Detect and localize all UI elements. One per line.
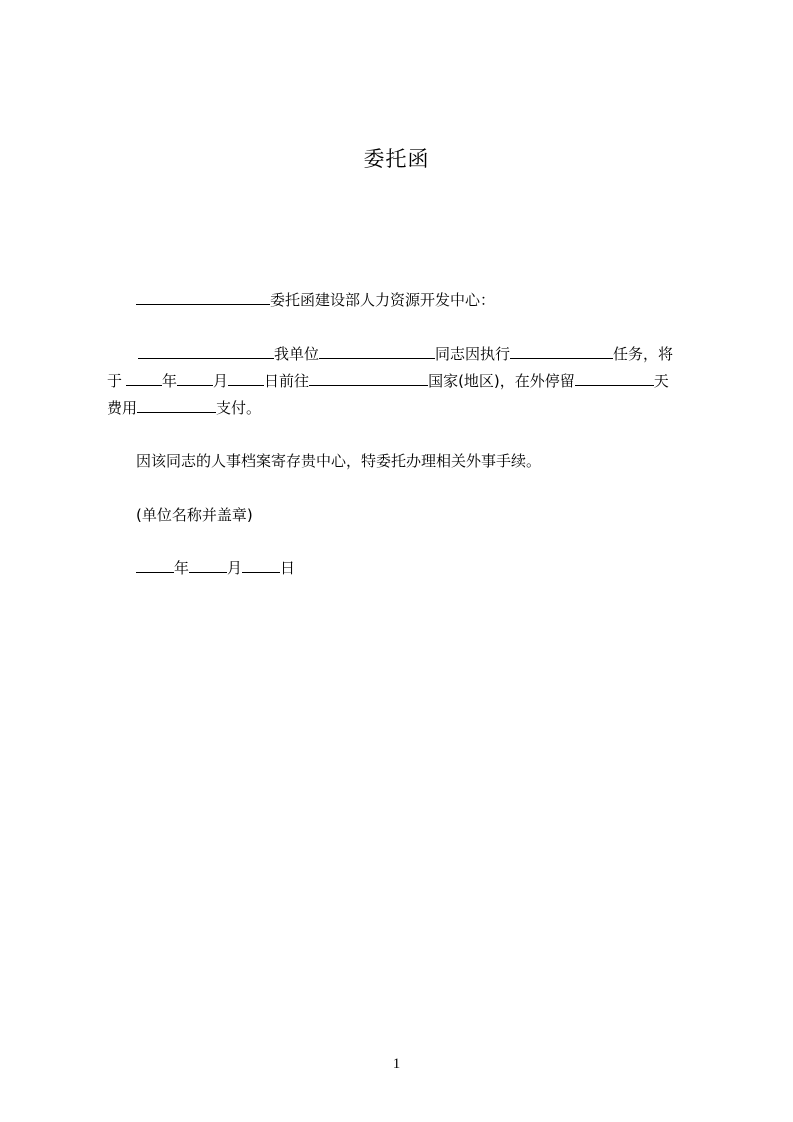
month-blank[interactable] bbox=[177, 371, 213, 386]
body-text: 日前往 bbox=[264, 372, 310, 390]
unit-name-blank[interactable] bbox=[138, 344, 274, 359]
body-text: 国家(地区)，在外停留 bbox=[428, 372, 575, 390]
year-blank[interactable] bbox=[126, 371, 162, 386]
body-text: 费用 bbox=[107, 399, 138, 417]
day-blank[interactable] bbox=[228, 371, 264, 386]
date-day-blank[interactable] bbox=[242, 558, 280, 573]
addressee-blank[interactable] bbox=[136, 290, 270, 305]
addressee-line bbox=[136, 290, 495, 310]
country-blank[interactable] bbox=[309, 371, 428, 386]
person-name-blank[interactable] bbox=[319, 344, 435, 359]
body-text: 我单位 bbox=[274, 345, 320, 363]
addressee-text: 委托函建设部人力资源开发中心： bbox=[270, 291, 496, 309]
task-blank[interactable] bbox=[510, 344, 613, 359]
page-number: 1 bbox=[392, 1056, 401, 1072]
date-month-label: 月 bbox=[227, 559, 243, 577]
date-year-label: 年 bbox=[174, 559, 190, 577]
body-text: 支付。 bbox=[216, 399, 262, 417]
body-text: 月 bbox=[213, 372, 229, 390]
body-text: 同志因执行 bbox=[435, 345, 511, 363]
body-text: 年 bbox=[162, 372, 178, 390]
payer-blank[interactable] bbox=[137, 398, 216, 413]
body-text: 天 bbox=[653, 372, 669, 390]
body-line-3 bbox=[107, 398, 261, 418]
date-day-label: 日 bbox=[280, 559, 296, 577]
signature-note: (单位名称并盖章) bbox=[136, 506, 253, 524]
date-year-blank[interactable] bbox=[136, 558, 174, 573]
body-paragraph-2: 因该同志的人事档案寄存贵中心，特委托办理相关外事手续。 bbox=[136, 452, 542, 470]
body-line-1 bbox=[138, 344, 673, 364]
date-month-blank[interactable] bbox=[189, 558, 227, 573]
body-text: 于 bbox=[107, 372, 123, 390]
days-blank[interactable] bbox=[575, 371, 654, 386]
body-text: 任务，将 bbox=[613, 345, 674, 363]
date-line bbox=[136, 558, 295, 578]
body-line-2 bbox=[107, 371, 669, 391]
document-title: 委托函 bbox=[363, 147, 430, 171]
